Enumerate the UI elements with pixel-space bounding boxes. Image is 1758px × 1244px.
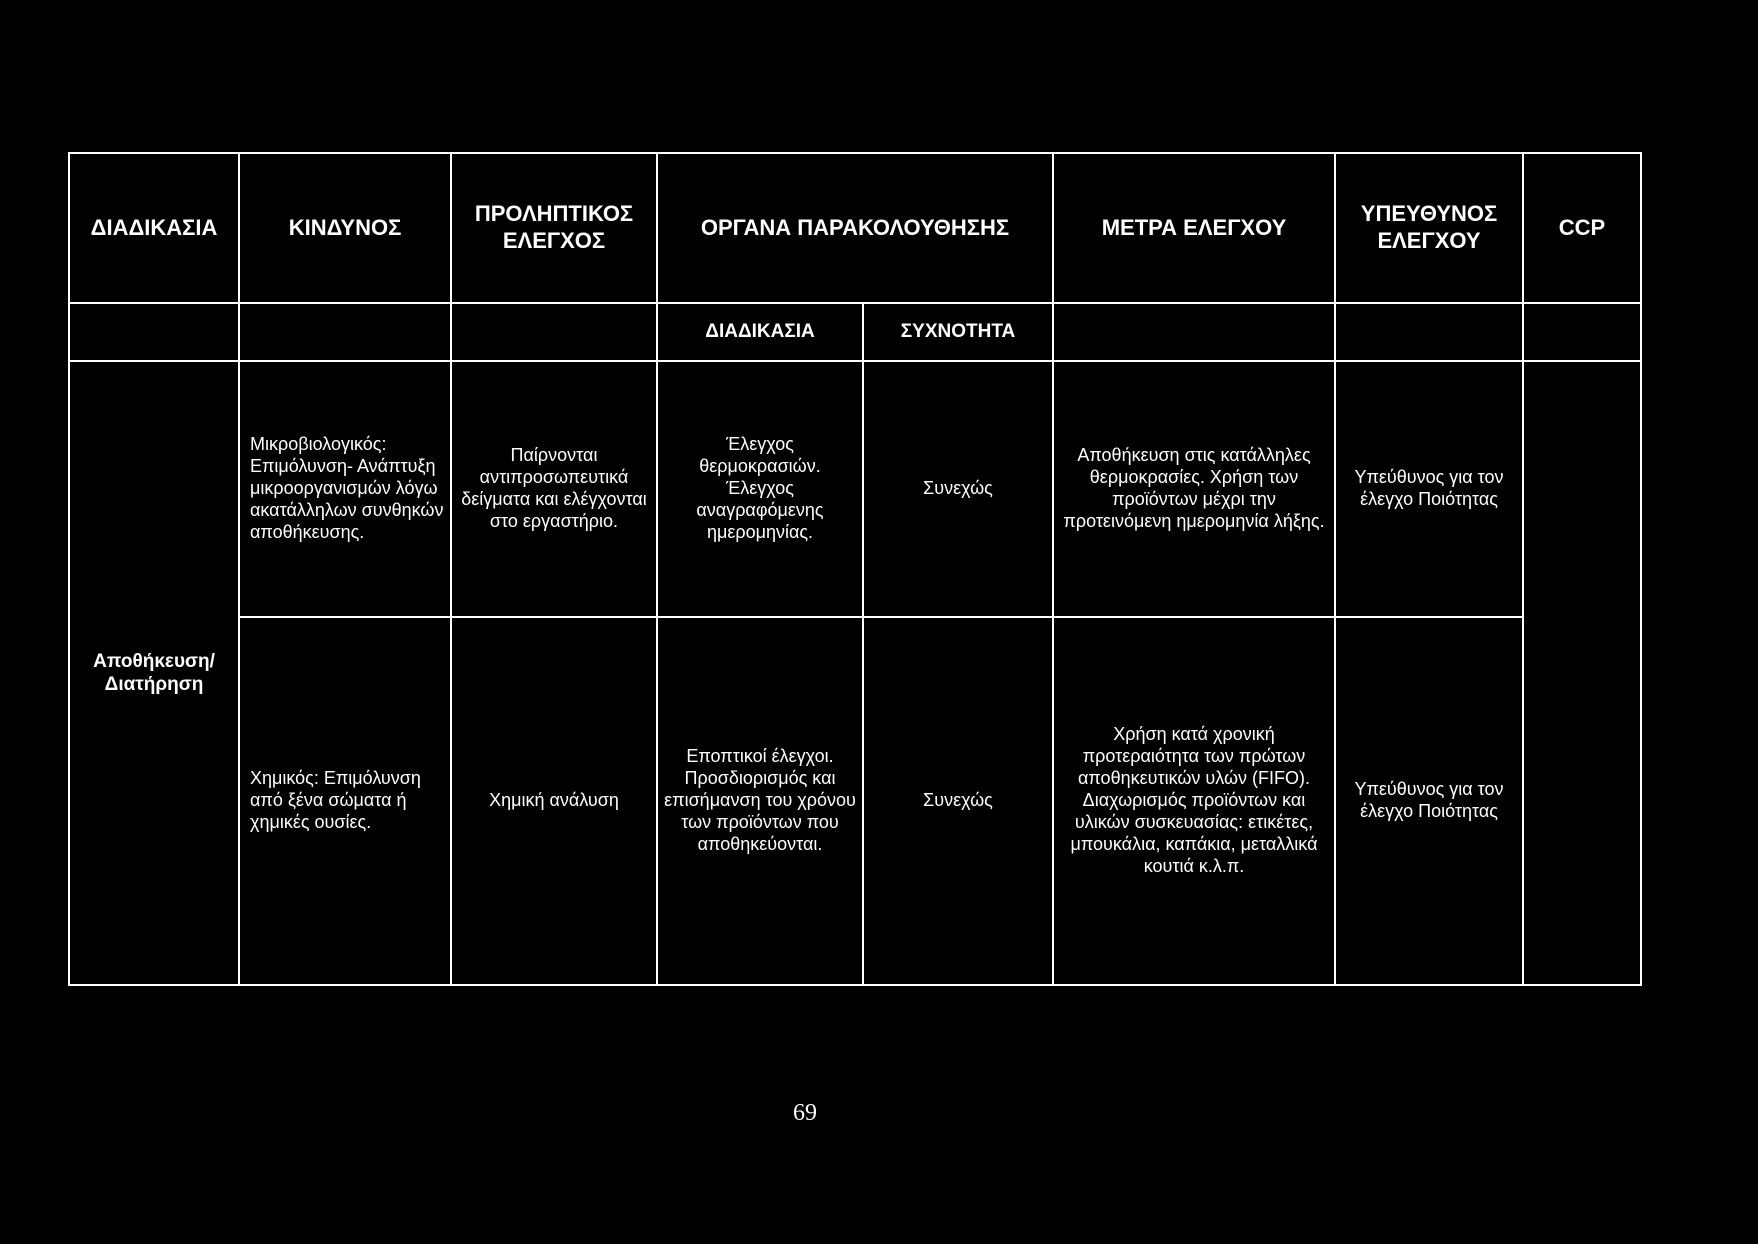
subheader-empty-hazard [239,303,451,361]
preventive-control-cell: Παίρνονται αντιπροσωπευτικά δείγματα και ελέγχονται στο εργαστήριο. [451,361,657,617]
table-row [69,361,1641,617]
hazard-cell: Μικροβιολογικός: Επιμόλυνση- Ανάπτυξη μικροοργανισμών λόγω ακατάλληλων συνθηκών αποθήκευσης. [239,361,451,617]
haccp-table [68,152,1642,986]
header-ccp: CCP [1523,153,1641,303]
process-name: Αποθήκευση/ Διατήρηση [69,361,239,985]
monitoring-frequency-cell: Συνεχώς [863,617,1053,985]
subheader-empty-preventive [451,303,657,361]
preventive-control-cell: Χημική ανάλυση [451,617,657,985]
header-hazard: ΚΙΝΔΥΝΟΣ [239,153,451,303]
monitoring-frequency-cell: Συνεχώς [863,361,1053,617]
header-control-measures: ΜΕΤΡΑ ΕΛΕΓΧΟΥ [1053,153,1335,303]
subheader-frequency: ΣΥΧΝΟΤΗΤΑ [863,303,1053,361]
header-row [69,153,1641,303]
subheader-row [69,303,1641,361]
header-responsible: ΥΠΕΥΘΥΝΟΣ ΕΛΕΓΧΟΥ [1335,153,1523,303]
subheader-empty-ccp [1523,303,1641,361]
subheader-empty-process [69,303,239,361]
table-row [69,617,1641,985]
monitoring-procedure-cell: Εποπτικοί έλεγχοι. Προσδιορισμός και επισήμανση του χρόνου των προϊόντων που αποθηκεύονται. [657,617,863,985]
responsible-cell: Υπεύθυνος για τον έλεγχο Ποιότητας [1335,361,1523,617]
control-measures-cell: Αποθήκευση στις κατάλληλες θερμοκρασίες. Χρήση των προϊόντων μέχρι την προτεινόμενη ημερομηνία λήξης. [1053,361,1335,617]
subheader-empty-responsible [1335,303,1523,361]
header-process: ΔΙΑΔΙΚΑΣΙΑ [69,153,239,303]
subheader-empty-measures [1053,303,1335,361]
control-measures-cell: Χρήση κατά χρονική προτεραιότητα των πρώτων αποθηκευτικών υλών (FIFO). Διαχωρισμός προϊόντων και υλικών συσκευασίας: ετικέτες, μπουκάλια, καπάκια, μεταλλικά κουτιά κ.λ.π. [1053,617,1335,985]
responsible-cell: Υπεύθυνος για τον έλεγχο Ποιότητας [1335,617,1523,985]
header-preventive-control: ΠΡΟΛΗΠΤΙΚΟΣ ΕΛΕΓΧΟΣ [451,153,657,303]
subheader-procedure: ΔΙΑΔΙΚΑΣΙΑ [657,303,863,361]
ccp-cell [1523,361,1641,985]
monitoring-procedure-cell: Έλεγχος θερμοκρασιών. Έλεγχος αναγραφόμενης ημερομηνίας. [657,361,863,617]
hazard-cell: Χημικός: Επιμόλυνση από ξένα σώματα ή χημικές ουσίες. [239,617,451,985]
header-monitoring-tools: ΟΡΓΑΝΑ ΠΑΡΑΚΟΛΟΥΘΗΣΗΣ [657,153,1053,303]
page-number: 69 [793,1100,817,1126]
